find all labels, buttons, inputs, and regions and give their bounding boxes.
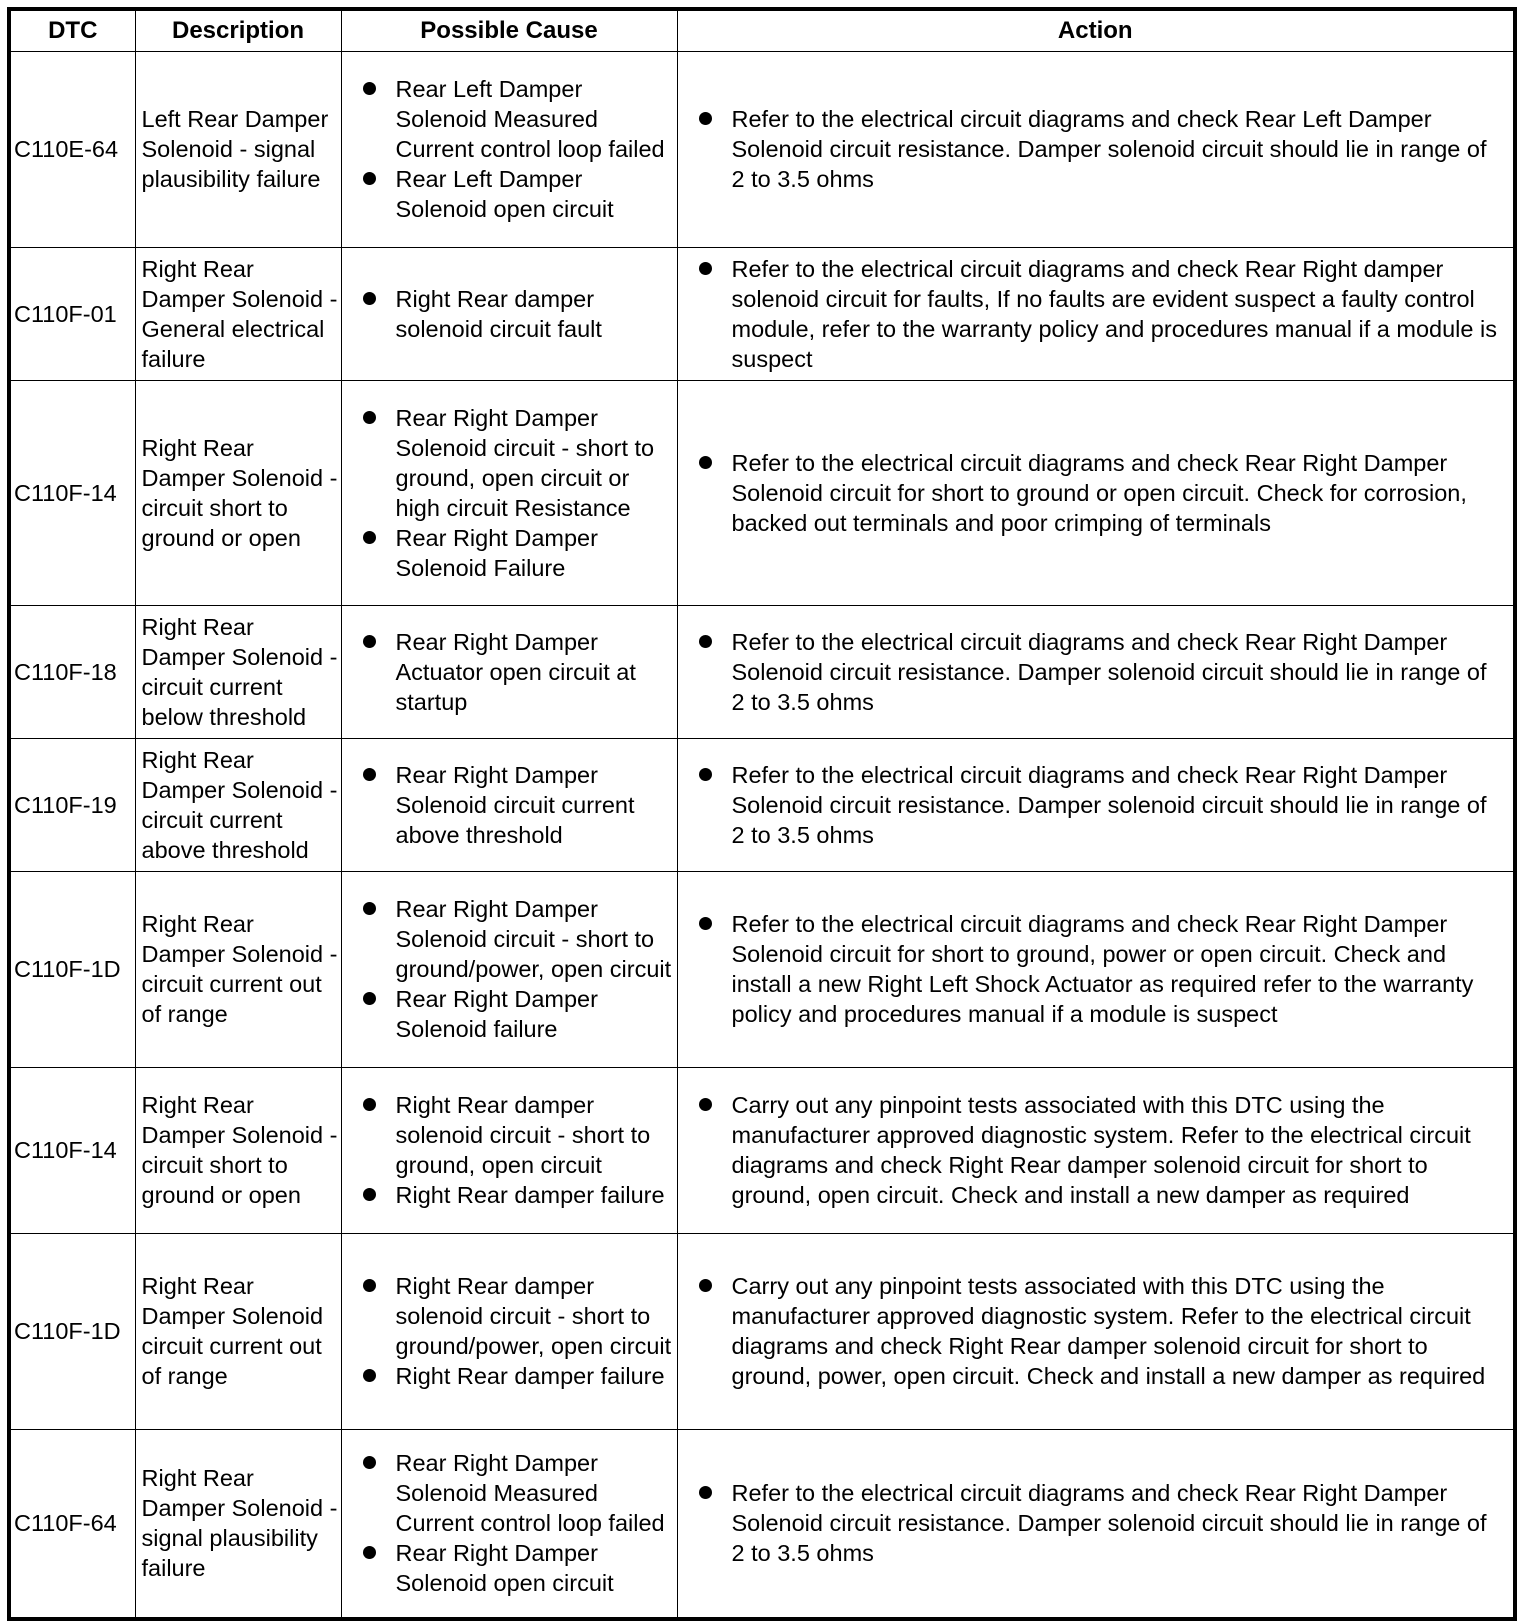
action-item: [732, 1271, 1504, 1391]
cause-cell: [341, 380, 677, 605]
cause-text: Rear Right Damper Solenoid circuit current above threshold: [395, 761, 635, 848]
header-action: Action: [677, 9, 1515, 51]
cause-item: [396, 1448, 673, 1538]
cause-item: [396, 403, 673, 523]
bullet-icon: [699, 112, 712, 125]
header-dtc: DTC: [9, 9, 135, 51]
cause-list: [342, 284, 677, 344]
action-cell: [677, 871, 1515, 1067]
cause-item: [396, 1361, 673, 1391]
cause-cell: [341, 738, 677, 871]
action-list: [678, 909, 1514, 1029]
action-cell: [677, 51, 1515, 247]
header-row: [9, 9, 1515, 51]
action-item: [732, 1478, 1504, 1568]
cause-item: [396, 523, 673, 583]
action-item: [732, 909, 1504, 1029]
action-cell: [677, 605, 1515, 738]
bullet-icon: [363, 992, 376, 1005]
table-row: [9, 1233, 1515, 1429]
dtc-code: C110F-1D: [9, 871, 135, 1067]
cause-cell: [341, 605, 677, 738]
cause-cell: [341, 51, 677, 247]
cause-list: [342, 1448, 677, 1598]
cause-list: [342, 1271, 677, 1391]
dtc-code: C110F-19: [9, 738, 135, 871]
action-text: Refer to the electrical circuit diagrams and check Rear Right Damper Solenoid circuit resistance. Damper solenoid circuit should lie in range of 2 to 3.5 ohms: [731, 628, 1487, 715]
cause-item: [396, 1271, 673, 1361]
cause-item: [396, 984, 673, 1044]
bullet-icon: [699, 635, 712, 648]
bullet-icon: [699, 917, 712, 930]
action-list: [678, 627, 1514, 717]
action-cell: [677, 1233, 1515, 1429]
description-cell: Right Rear Damper Solenoid - circuit current below threshold: [135, 605, 341, 738]
table-row: [9, 380, 1515, 605]
action-item: [732, 448, 1504, 538]
description-cell: Right Rear Damper Solenoid - circuit current above threshold: [135, 738, 341, 871]
cause-list: [342, 403, 677, 583]
action-cell: [677, 380, 1515, 605]
table-row: [9, 738, 1515, 871]
cause-item: [396, 1538, 673, 1598]
bullet-icon: [363, 531, 376, 544]
action-cell: [677, 247, 1515, 380]
bullet-icon: [363, 411, 376, 424]
dtc-code: C110F-01: [9, 247, 135, 380]
cause-item: [396, 164, 673, 224]
bullet-icon: [363, 1546, 376, 1559]
bullet-icon: [363, 1456, 376, 1469]
dtc-code: C110E-64: [9, 51, 135, 247]
action-item: [732, 760, 1504, 850]
action-list: [678, 254, 1514, 374]
cause-cell: [341, 871, 677, 1067]
cause-text: Rear Left Damper Solenoid open circuit: [395, 166, 614, 222]
table-header: [9, 9, 1515, 51]
table-body: [9, 51, 1515, 1619]
bullet-icon: [363, 1188, 376, 1201]
cause-list: [342, 74, 677, 224]
cause-item: [396, 627, 673, 717]
bullet-icon: [363, 902, 376, 915]
bullet-icon: [363, 1279, 376, 1292]
cause-item: [396, 1090, 673, 1180]
dtc-code: C110F-64: [9, 1429, 135, 1619]
cause-text: Rear Right Damper Solenoid failure: [395, 986, 598, 1042]
cause-text: Rear Right Damper Actuator open circuit at startup: [395, 628, 636, 715]
cause-text: Rear Right Damper Solenoid circuit - short to ground/power, open circuit: [395, 896, 672, 982]
description-cell: Left Rear Damper Solenoid - signal plausibility failure: [135, 51, 341, 247]
action-list: [678, 104, 1514, 194]
cause-text: Right Rear damper solenoid circuit fault: [395, 285, 602, 342]
description-cell: Right Rear Damper Solenoid circuit current out of range: [135, 1233, 341, 1429]
cause-item: [396, 894, 673, 984]
bullet-icon: [699, 768, 712, 781]
action-text: Refer to the electrical circuit diagrams and check Rear Right Damper Solenoid circuit for short to ground or open circuit. Check for corrosion, backed out terminals and poor crimping of terminals: [731, 449, 1467, 536]
bullet-icon: [699, 1486, 712, 1499]
cause-cell: [341, 247, 677, 380]
dtc-table: [7, 7, 1517, 1621]
description-cell: Right Rear Damper Solenoid - General electrical failure: [135, 247, 341, 380]
action-item: [732, 627, 1504, 717]
action-cell: [677, 1429, 1515, 1619]
description-cell: Right Rear Damper Solenoid - circuit short to ground or open: [135, 1067, 341, 1233]
action-text: Carry out any pinpoint tests associated with this DTC using the manufacturer approved diagnostic system. Refer to the electrical circuit diagrams and check Right Rear damper solenoid circuit for short to ground, open circuit. Check and install a new damper as required: [731, 1092, 1471, 1208]
cause-item: [396, 1180, 673, 1210]
cause-item: [396, 760, 673, 850]
bullet-icon: [699, 1098, 712, 1111]
cause-text: Rear Right Damper Solenoid Failure: [395, 524, 598, 581]
cause-text: Rear Right Damper Solenoid Measured Current control loop failed: [395, 1450, 665, 1537]
cause-list: [342, 1090, 677, 1210]
action-text: Refer to the electrical circuit diagrams and check Rear Right Damper Solenoid circuit resistance. Damper solenoid circuit should lie in range of 2 to 3.5 ohms: [731, 761, 1487, 848]
dtc-code: C110F-18: [9, 605, 135, 738]
table-row: [9, 871, 1515, 1067]
action-text: Refer to the electrical circuit diagrams and check Rear Left Damper Solenoid circuit resistance. Damper solenoid circuit should lie in range of 2 to 3.5 ohms: [731, 106, 1487, 192]
table-row: [9, 51, 1515, 247]
cause-text: Right Rear damper solenoid circuit - short to ground/power, open circuit: [395, 1273, 672, 1359]
description-cell: Right Rear Damper Solenoid - signal plausibility failure: [135, 1429, 341, 1619]
cause-cell: [341, 1067, 677, 1233]
action-cell: [677, 1067, 1515, 1233]
bullet-icon: [699, 1279, 712, 1292]
action-text: Refer to the electrical circuit diagrams and check Rear Right Damper Solenoid circuit for short to ground, power or open circuit. Check and install a new Right Left Shock Actuator as required refer to the warranty policy and procedures manual if a module is suspect: [731, 911, 1474, 1027]
bullet-icon: [699, 456, 712, 469]
description-cell: Right Rear Damper Solenoid - circuit short to ground or open: [135, 380, 341, 605]
dtc-code: C110F-1D: [9, 1233, 135, 1429]
cause-item: [396, 74, 673, 164]
bullet-icon: [363, 1369, 376, 1382]
description-cell: Right Rear Damper Solenoid - circuit current out of range: [135, 871, 341, 1067]
action-item: [732, 104, 1504, 194]
action-text: Refer to the electrical circuit diagrams and check Rear Right Damper Solenoid circuit resistance. Damper solenoid circuit should lie in range of 2 to 3.5 ohms: [731, 1480, 1487, 1567]
cause-text: Right Rear damper failure: [395, 1182, 665, 1208]
cause-text: Right Rear damper solenoid circuit - short to ground, open circuit: [395, 1092, 651, 1178]
cause-text: Right Rear damper failure: [395, 1363, 665, 1389]
cause-text: Rear Left Damper Solenoid Measured Current control loop failed: [395, 76, 665, 162]
cause-text: Rear Right Damper Solenoid open circuit: [395, 1540, 614, 1597]
table-row: [9, 605, 1515, 738]
cause-cell: [341, 1429, 677, 1619]
header-description: Description: [135, 9, 341, 51]
bullet-icon: [363, 172, 376, 185]
dtc-code: C110F-14: [9, 380, 135, 605]
bullet-icon: [363, 82, 376, 95]
action-text: Carry out any pinpoint tests associated with this DTC using the manufacturer approved diagnostic system. Refer to the electrical circuit diagrams and check Right Rear damper solenoid circuit for short to ground, power, open circuit. Check and install a new damper as required: [731, 1273, 1486, 1389]
cause-item: [396, 284, 673, 344]
cause-text: Rear Right Damper Solenoid circuit - short to ground, open circuit or high circuit Resistance: [395, 404, 655, 521]
action-list: [678, 448, 1514, 538]
action-text: Refer to the electrical circuit diagrams and check Rear Right damper solenoid circuit for faults, If no faults are evident suspect a faulty control module, refer to the warranty policy and procedures manual if a module is suspect: [731, 255, 1497, 372]
bullet-icon: [699, 262, 712, 275]
action-list: [678, 1090, 1514, 1210]
bullet-icon: [363, 768, 376, 781]
header-possible-cause: Possible Cause: [341, 9, 677, 51]
action-list: [678, 760, 1514, 850]
table-row: [9, 247, 1515, 380]
cause-list: [342, 894, 677, 1044]
action-cell: [677, 738, 1515, 871]
action-item: [732, 254, 1504, 374]
action-list: [678, 1478, 1514, 1568]
table-row: [9, 1067, 1515, 1233]
bullet-icon: [363, 292, 376, 305]
cause-cell: [341, 1233, 677, 1429]
action-item: [732, 1090, 1504, 1210]
cause-list: [342, 760, 677, 850]
bullet-icon: [363, 635, 376, 648]
table-row: [9, 1429, 1515, 1619]
bullet-icon: [363, 1098, 376, 1111]
dtc-code: C110F-14: [9, 1067, 135, 1233]
cause-list: [342, 627, 677, 717]
action-list: [678, 1271, 1514, 1391]
